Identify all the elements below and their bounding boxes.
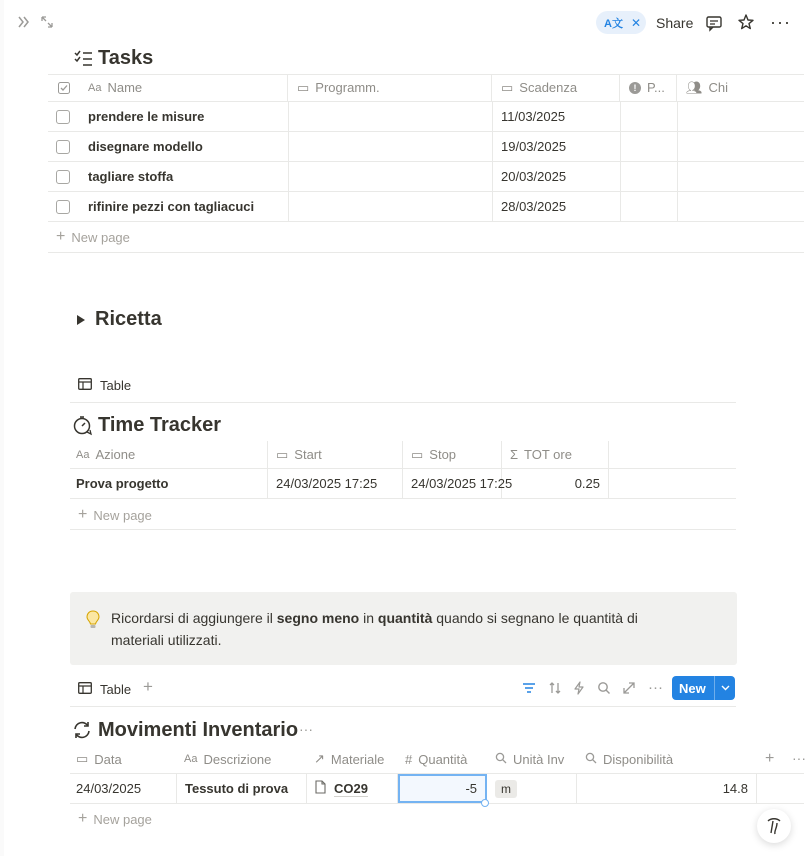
text-type-icon: Aa (76, 448, 90, 461)
table-view-tab[interactable] (78, 681, 131, 697)
tt-header-start[interactable] (268, 441, 403, 468)
callout (70, 592, 737, 665)
ricetta-toggle-heading[interactable]: Ricetta (95, 308, 162, 330)
sync-icon (72, 720, 92, 740)
table-row[interactable] (48, 132, 804, 162)
mov-quantita-input[interactable] (398, 774, 487, 803)
header-label: Chi (708, 80, 729, 95)
mov-header-descrizione[interactable] (176, 745, 306, 773)
task-programm[interactable] (289, 192, 493, 221)
lookup-search-icon (585, 752, 597, 767)
tt-stop[interactable]: 24/03/2025 17:25 (403, 469, 502, 498)
tt-azione[interactable]: Prova progetto (70, 469, 268, 498)
tt-new-page-button[interactable] (78, 506, 152, 524)
plus-icon: + (56, 228, 66, 245)
calendar-icon: ▭ (297, 79, 310, 95)
close-icon[interactable]: ✕ (630, 15, 642, 30)
timer-icon (72, 415, 94, 435)
new-page-label: New page (71, 229, 130, 245)
task-scadenza[interactable]: 11/03/2025 (493, 102, 621, 131)
mov-header-unita[interactable] (487, 745, 577, 773)
sidebar-toggle-icon[interactable] (16, 14, 32, 30)
movimenti-table (70, 745, 804, 837)
mov-data[interactable]: 24/03/2025 (70, 774, 177, 803)
table-row[interactable] (70, 774, 804, 804)
tt-header-tot[interactable] (502, 441, 609, 468)
share-button[interactable]: Share (656, 15, 694, 31)
header-label: Materiale (330, 751, 385, 767)
priority-icon: ! (629, 82, 641, 94)
table-row[interactable] (48, 102, 804, 132)
task-checkbox[interactable] (56, 110, 70, 124)
table-icon (78, 681, 92, 697)
checkbox-icon (58, 82, 70, 94)
more-options-icon[interactable]: ··· (770, 12, 791, 32)
callout-text-part: quando si segnano le quantità di (432, 610, 638, 626)
plus-icon: + (78, 810, 88, 827)
tt-header-azione[interactable] (70, 441, 268, 468)
header-label: Data (94, 751, 122, 767)
table-view-tab[interactable] (78, 377, 131, 393)
header-label: Descrizione (203, 751, 272, 767)
tasks-new-page-button[interactable] (56, 228, 130, 246)
new-page-label: New page (93, 507, 152, 523)
callout-text (111, 607, 721, 651)
task-checkbox[interactable] (56, 200, 70, 214)
new-page-label: New page (93, 811, 152, 827)
task-programm[interactable] (289, 132, 493, 161)
translate-icon: A文 (604, 17, 623, 30)
sigma-icon: Σ (510, 447, 519, 462)
plus-icon: + (78, 506, 88, 523)
tasks-header-chi[interactable] (678, 74, 804, 101)
more-options-icon[interactable]: ··· (792, 750, 806, 766)
task-chi[interactable] (678, 132, 804, 161)
open-full-page-icon[interactable] (622, 681, 636, 695)
tasks-title[interactable]: Tasks (98, 47, 154, 69)
add-column-plus-icon[interactable]: + (765, 750, 775, 767)
tasks-header-check[interactable] (48, 74, 80, 101)
movimenti-title[interactable]: Movimenti Inventario (98, 719, 299, 741)
page-icon (315, 780, 326, 797)
tasks-header-name[interactable] (80, 74, 288, 101)
mov-header-disponibilita[interactable] (577, 745, 757, 773)
calendar-icon: ▭ (411, 446, 424, 462)
search-icon[interactable] (597, 681, 611, 695)
header-label: P... (647, 80, 665, 95)
tt-header-stop[interactable] (403, 441, 502, 468)
mov-new-page-button[interactable] (78, 810, 152, 828)
task-scadenza[interactable]: 19/03/2025 (493, 132, 621, 161)
lightbulb-icon (86, 610, 100, 630)
task-chi[interactable] (678, 162, 804, 191)
callout-text-part: Ricordarsi di aggiungere il (111, 610, 277, 626)
table-view-label: Table (100, 377, 132, 393)
table-icon (78, 377, 92, 393)
ai-face-icon (765, 816, 783, 836)
time-tracker-table (70, 441, 736, 531)
table-view-label: Table (100, 681, 132, 697)
header-label: TOT ore (524, 447, 572, 462)
tasks-table (48, 74, 804, 254)
mov-materiale[interactable] (307, 774, 398, 803)
mov-disponibilita[interactable]: 14.8 (577, 774, 757, 803)
task-name[interactable]: prendere le misure (80, 102, 289, 131)
number-icon: # (405, 751, 413, 767)
lookup-search-icon (495, 752, 507, 767)
ricetta-toggle-triangle-icon[interactable] (76, 313, 86, 325)
mov-header-data[interactable] (70, 745, 176, 773)
header-label: Quantità (418, 751, 468, 767)
task-name[interactable]: tagliare stoffa (80, 162, 289, 191)
relation-arrow-icon: ↗ (314, 751, 325, 766)
more-options-icon[interactable]: ··· (299, 721, 313, 737)
text-type-icon: Aa (88, 81, 102, 94)
time-tracker-title[interactable]: Time Tracker (98, 414, 222, 436)
tasks-header-scadenza[interactable] (493, 74, 620, 101)
header-label: Unità Inv (513, 751, 565, 767)
chevron-down-icon[interactable] (714, 676, 735, 700)
task-priority[interactable] (621, 102, 678, 131)
header-label: Azione (95, 447, 136, 462)
automation-lightning-icon[interactable] (573, 681, 585, 695)
task-checkbox[interactable] (56, 170, 70, 184)
calendar-icon: ▭ (276, 446, 289, 462)
callout-bold-part: segno meno (276, 610, 360, 626)
tt-start[interactable]: 24/03/2025 17:25 (268, 469, 403, 498)
task-name[interactable]: disegnare modello (80, 132, 289, 161)
header-label: Stop (429, 447, 457, 462)
translate-badge[interactable] (596, 11, 646, 34)
header-label: Programm. (315, 80, 380, 95)
comment-icon[interactable] (705, 14, 723, 32)
task-checkbox[interactable] (56, 140, 70, 154)
mov-descrizione[interactable]: Tessuto di prova (177, 774, 307, 803)
task-programm[interactable] (289, 162, 493, 191)
task-programm[interactable] (289, 102, 493, 131)
add-view-plus-icon[interactable]: + (143, 677, 153, 696)
new-button[interactable] (672, 676, 735, 700)
table-row[interactable] (70, 469, 736, 499)
task-priority[interactable] (621, 192, 678, 221)
header-label: Start (294, 447, 322, 462)
task-chi[interactable] (678, 102, 804, 131)
left-margin-strip (0, 0, 4, 856)
star-icon[interactable] (737, 13, 755, 31)
callout-text-part: materiali utilizzati. (111, 632, 222, 648)
mov-header-materiale[interactable] (306, 745, 397, 773)
more-options-icon[interactable]: ··· (648, 679, 663, 696)
task-chi[interactable] (678, 192, 804, 221)
quantita-value: -5 (465, 781, 477, 796)
materiale-link[interactable]: CO29 (334, 780, 368, 796)
sort-icon[interactable] (548, 681, 562, 695)
task-priority[interactable] (621, 132, 678, 161)
unit-tag: m (495, 780, 517, 798)
table-row[interactable] (48, 162, 804, 192)
new-button-label: New (679, 680, 706, 696)
mov-header-quantita[interactable] (397, 745, 487, 773)
header-label: Scadenza (519, 80, 578, 95)
callout-text-part: in (359, 610, 378, 626)
tasks-header-priority[interactable] (621, 74, 677, 101)
task-scadenza[interactable]: 20/03/2025 (493, 162, 621, 191)
mov-unita[interactable] (487, 774, 577, 803)
header-label: Name (107, 80, 143, 95)
people-icon: 👥︎ (686, 79, 703, 95)
tasks-header-programm[interactable] (289, 74, 492, 101)
table-row[interactable] (48, 192, 804, 222)
callout-bold-part: quantità (377, 610, 433, 626)
notion-ai-button[interactable] (757, 809, 791, 843)
tt-tot[interactable]: 0.25 (502, 469, 609, 498)
task-name[interactable]: rifinire pezzi con tagliacuci (80, 192, 289, 221)
calendar-icon: ▭ (76, 751, 89, 766)
header-label: Disponibilità (603, 751, 674, 767)
text-type-icon: Aa (184, 753, 198, 765)
tasks-icon (74, 50, 94, 68)
task-scadenza[interactable]: 28/03/2025 (493, 192, 621, 221)
calendar-icon: ▭ (501, 79, 514, 95)
expand-icon[interactable] (40, 15, 54, 29)
task-priority[interactable] (621, 162, 678, 191)
filter-icon[interactable] (522, 681, 536, 695)
